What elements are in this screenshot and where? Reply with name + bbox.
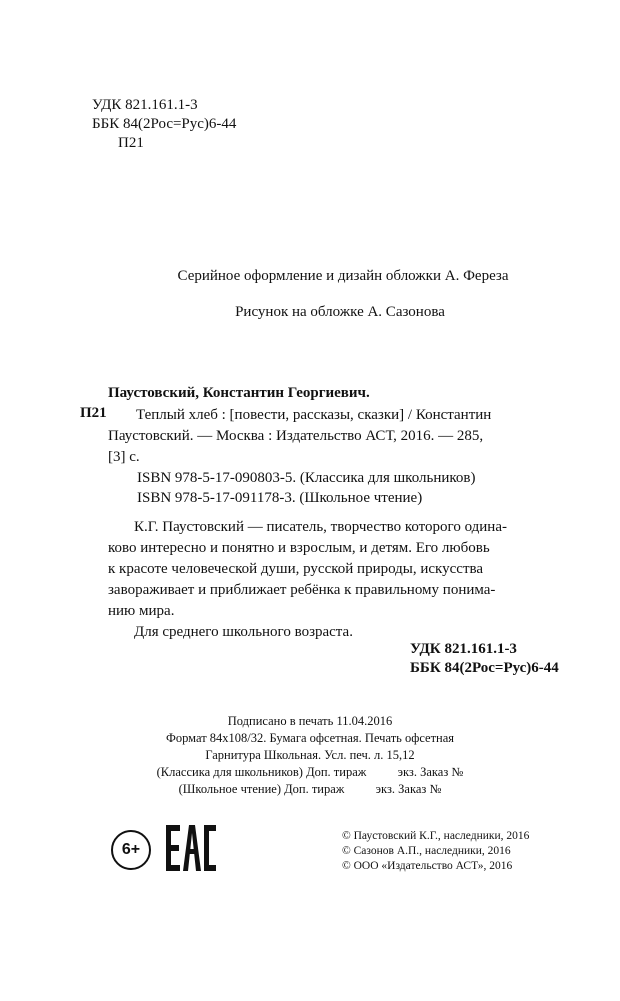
- annotation-line: нию мира.: [108, 603, 175, 619]
- cover-drawing-credit: Рисунок на обложке А. Сазонова: [235, 304, 445, 320]
- udk-code-footer: УДК 821.161.1-3: [410, 641, 517, 657]
- imprint-line: Гарнитура Школьная. Усл. печ. л. 15,12: [205, 748, 415, 762]
- udk-code: УДК 821.161.1-3: [92, 97, 198, 113]
- annotation-line: к красоте человеческой души, русской природы, искусства: [108, 561, 484, 577]
- age-rating-badge: 6+: [111, 830, 151, 870]
- copyright-line: © Сазонов А.П., наследники, 2016: [342, 845, 511, 857]
- bibliographic-description: [108, 405, 491, 468]
- annotation-line: ково интересно и понятно и взрослым, и детям. Его любовь: [108, 540, 490, 556]
- copyright-line: © Паустовский К.Г., наследники, 2016: [342, 830, 530, 842]
- bbk-code: ББК 84(2Рос=Рус)6-44: [92, 116, 237, 132]
- description-line: Паустовский. — Москва : Издательство АСТ, 2016. — 285,: [108, 428, 484, 444]
- copyright-line: © ООО «Издательство АСТ», 2016: [342, 860, 513, 872]
- description-line: [3] с.: [108, 449, 140, 465]
- author-mark: П21: [118, 135, 144, 151]
- annotation: [108, 517, 507, 643]
- footer-classification-codes: [410, 640, 559, 678]
- annotation-line: завораживает и приближает ребёнка к правильному понима-: [108, 582, 496, 598]
- isbn-block: [137, 468, 476, 508]
- isbn-line: ISBN 978-5-17-090803-5. (Классика для школьников): [137, 470, 476, 486]
- imprint-line: (Школьное чтение) Доп. тираж экз. Заказ №: [178, 782, 442, 796]
- imprint-line: Подписано в печать 11.04.2016: [227, 714, 393, 728]
- audience-note: Для среднего школьного возраста.: [134, 624, 353, 640]
- annotation-line: К.Г. Паустовский — писатель, творчество которого одина-: [134, 519, 507, 535]
- bbk-code-footer: ББК 84(2Рос=Рус)6-44: [410, 660, 559, 676]
- imprint-line: (Классика для школьников) Доп. тираж экз. Заказ №: [156, 765, 464, 779]
- imprint-block: [0, 713, 620, 798]
- header-classification-codes: [92, 96, 236, 153]
- author-mark-side: П21: [80, 405, 107, 421]
- isbn-line: ISBN 978-5-17-091178-3. (Школьное чтение): [137, 490, 423, 506]
- description-line: Теплый хлеб : [повести, рассказы, сказки] / Константин: [136, 407, 492, 423]
- imprint-line: Формат 84x108/32. Бумага офсетная. Печать офсетная: [165, 731, 455, 745]
- eac-mark-icon: [166, 825, 216, 871]
- author-heading: Паустовский, Константин Георгиевич.: [108, 385, 370, 401]
- copyright-block: [342, 829, 529, 874]
- design-credit: Серийное оформление и дизайн обложки А. Фереза: [177, 268, 509, 284]
